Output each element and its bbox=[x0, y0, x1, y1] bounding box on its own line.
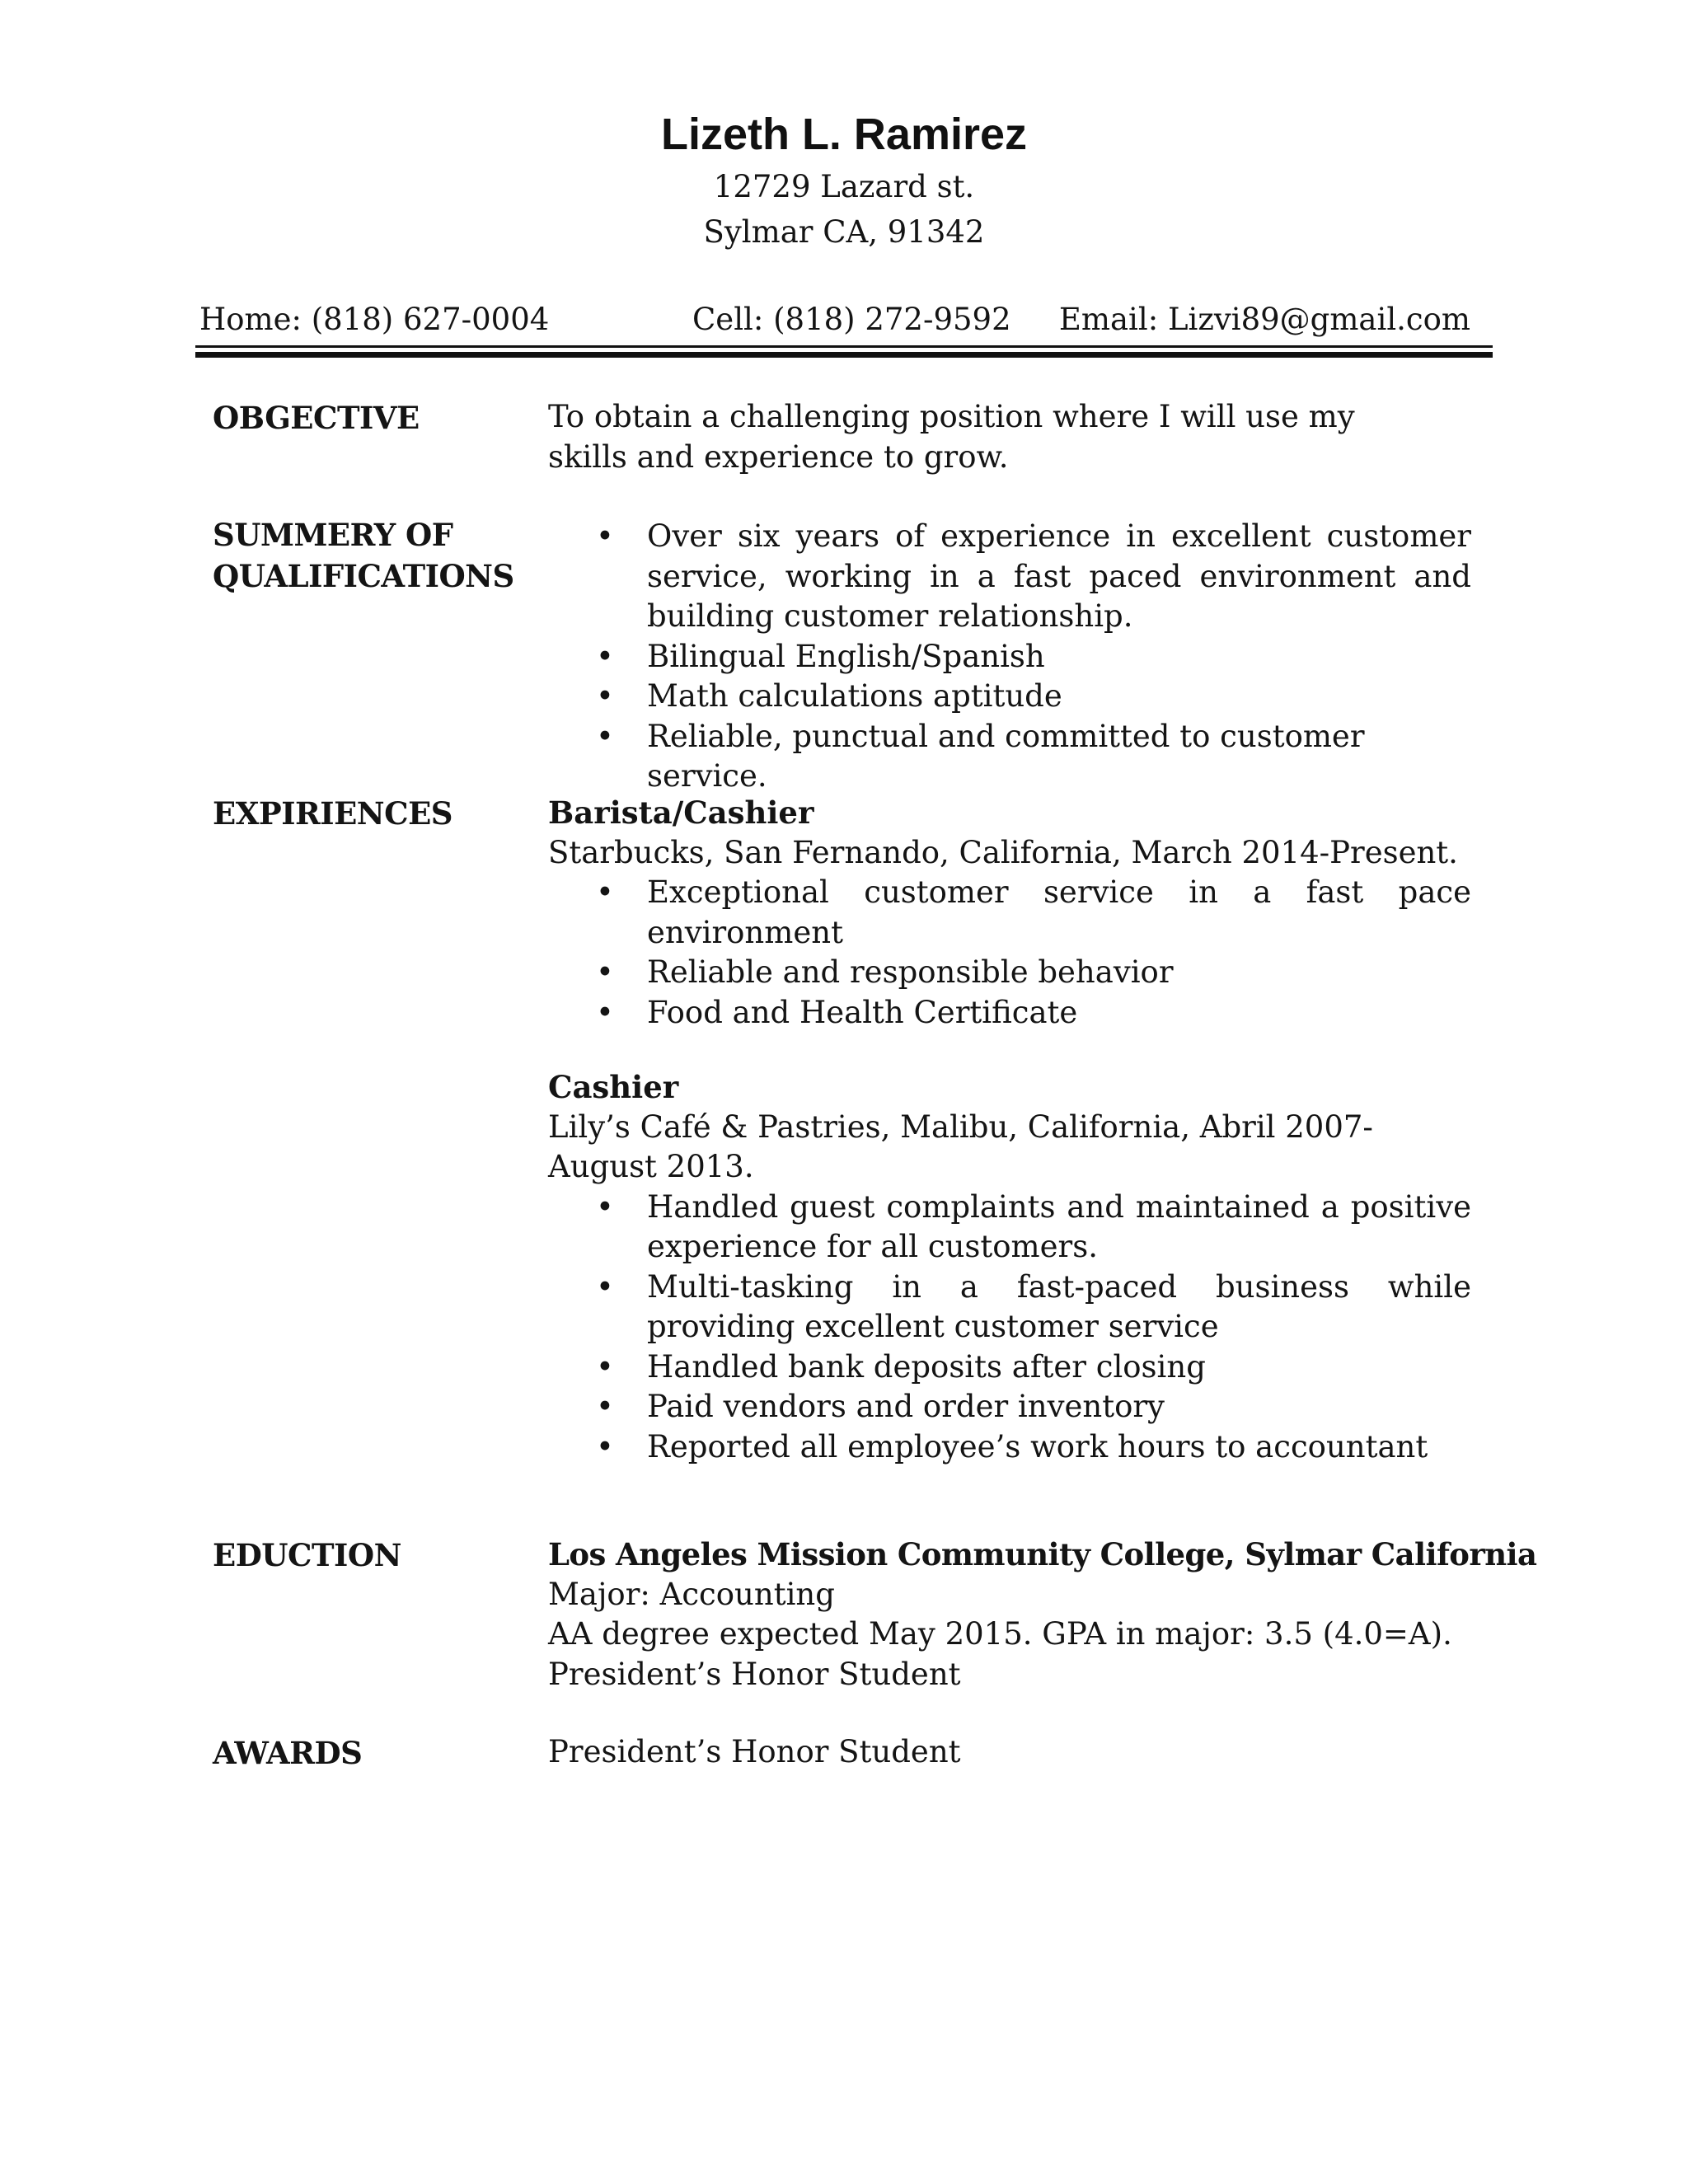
job-duty-item: • Reliable and responsible behavior bbox=[548, 953, 1471, 993]
section-label-experiences: EXPIRIENCES bbox=[213, 795, 452, 832]
summary-item: • Over six years of experience in excellent customer service, working in a fast paced environment and building customer relationship. bbox=[548, 517, 1471, 637]
cell-phone: Cell: (818) 272-9592 bbox=[692, 302, 1011, 337]
summary-label-line2: QUALIFICATIONS bbox=[213, 558, 514, 594]
education-major: Major: Accounting bbox=[548, 1576, 835, 1612]
applicant-name: Lizeth L. Ramirez bbox=[660, 110, 1028, 159]
job-duty-item: • Paid vendors and order inventory bbox=[548, 1387, 1471, 1427]
job-place: Lily’s Café & Pastries, Malibu, California, Abril 2007-August 2013. bbox=[548, 1108, 1373, 1184]
section-label-education: EDUCTION bbox=[213, 1537, 401, 1573]
job-title: Barista/Cashier bbox=[548, 794, 814, 831]
job-title: Cashier bbox=[548, 1069, 679, 1105]
job-duty-item: • Reported all employee’s work hours to accountant bbox=[548, 1427, 1471, 1468]
summary-list bbox=[548, 517, 1471, 797]
school-name: Los Angeles Mission Community College, Sylmar California bbox=[548, 1536, 1537, 1572]
education-honor: President’s Honor Student bbox=[548, 1656, 961, 1692]
summary-item: • Math calculations aptitude bbox=[548, 677, 1471, 717]
home-phone: Home: (818) 627-0004 bbox=[199, 302, 550, 337]
section-label-awards: AWARDS bbox=[213, 1735, 363, 1771]
objective-text: To obtain a challenging position where I will use my skills and experience to grow. bbox=[548, 399, 1355, 475]
job-duties-list bbox=[548, 873, 1471, 1033]
summary-item: • Bilingual English/Spanish bbox=[548, 637, 1471, 677]
summary-item: • Reliable, punctual and committed to customer service. bbox=[548, 717, 1471, 797]
job-place: Starbucks, San Fernando, California, March 2014-Present. bbox=[548, 834, 1458, 870]
section-label-summary bbox=[213, 514, 514, 597]
section-label-objective: OBGECTIVE bbox=[213, 400, 420, 436]
header-divider-thin bbox=[195, 345, 1493, 348]
job-duty-item: • Multi-tasking in a fast-paced business while providing excellent customer service bbox=[548, 1268, 1471, 1347]
address-street: 12729 Lazard st. bbox=[713, 169, 975, 204]
education-block bbox=[548, 1535, 1537, 1694]
job-duty-item: • Handled guest complaints and maintained a positive experience for all customers. bbox=[548, 1188, 1471, 1268]
job-duty-item: • Exceptional customer service in a fast pace environment bbox=[548, 873, 1471, 953]
address-city: Sylmar CA, 91342 bbox=[703, 214, 985, 250]
job-duty-item: • Handled bank deposits after closing bbox=[548, 1347, 1471, 1388]
summary-list-block bbox=[548, 517, 1471, 797]
header-divider-thick bbox=[195, 352, 1493, 358]
job-duties-list bbox=[548, 1188, 1471, 1468]
summary-label-line1: SUMMERY OF bbox=[213, 517, 453, 553]
job-block-2 bbox=[548, 1067, 1471, 1467]
job-block-1 bbox=[548, 793, 1471, 1033]
awards-text: President’s Honor Student bbox=[548, 1734, 961, 1769]
email-address: Email: Lizvi89@gmail.com bbox=[1058, 302, 1470, 337]
education-degree: AA degree expected May 2015. GPA in major: 3.5 (4.0=A). bbox=[548, 1616, 1452, 1652]
job-duty-item: • Food and Health Certificate bbox=[548, 993, 1471, 1033]
